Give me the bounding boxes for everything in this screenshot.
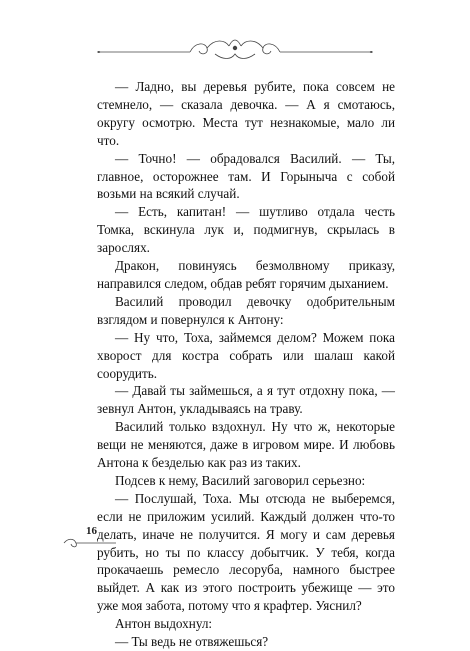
page-number: 16	[86, 525, 97, 537]
footer-flourish-ornament	[60, 537, 120, 549]
paragraph: — Ты ведь не отвяжешься?	[115, 634, 269, 650]
paragraph: — Точно! — обрадовался Василий. — Ты, главное, осторожнее там. И Горыныча с собой возьми на всякий случай.	[97, 150, 395, 202]
body-text	[97, 78, 395, 651]
paragraph: — Есть, капитан! — шутливо отдала честь Томка, вскинула лук и, подмигнув, скрылась в зарослях.	[97, 204, 395, 256]
paragraph: Подсев к нему, Василий заговорил серьезно:	[115, 472, 366, 488]
paragraph: Дракон, повинуясь безмолвному приказу, направился следом, обдав ребят горячим дыханием.	[97, 258, 395, 291]
paragraph: — Ну что, Тоха, займемся делом? Можем пока хворост для костра собрать или шалаш какой соорудить.	[97, 329, 395, 381]
paragraph: — Послушай, Тоха. Мы отсюда не выберемся, если не приложим усилий. Каждый должен что-то делать, иначе не получится. Я могу и сам деревья рубить, но ты по классу добытчик. У тебя, когда прокачаешь ремесло лесоруба, намного быстрее выйдет. А как из этого построить убежище — это уже моя забота, потому что я крафтер. Уяснил?	[97, 490, 395, 614]
paragraph: — Ладно, вы деревья рубите, пока совсем не стемнело, — сказала девочка. — А я смотаюсь, округу осмотрю. Места тут незнакомые, мало ли что.	[97, 79, 395, 148]
paragraph: Василий только вздохнул. Ну что ж, некоторые вещи не меняются, даже в игровом мире. И любовь Антона к безделью как раз из таких.	[97, 419, 395, 471]
paragraph: Василий проводил девочку одобрительным взглядом и повернулся к Антону:	[97, 293, 395, 327]
paragraph: — Давай ты займешься, а я тут отдохну пока, — зевнул Антон, укладываясь на траву.	[97, 383, 395, 417]
paragraph: Антон выдохнул:	[115, 616, 213, 632]
header-flourish-ornament	[95, 34, 375, 64]
